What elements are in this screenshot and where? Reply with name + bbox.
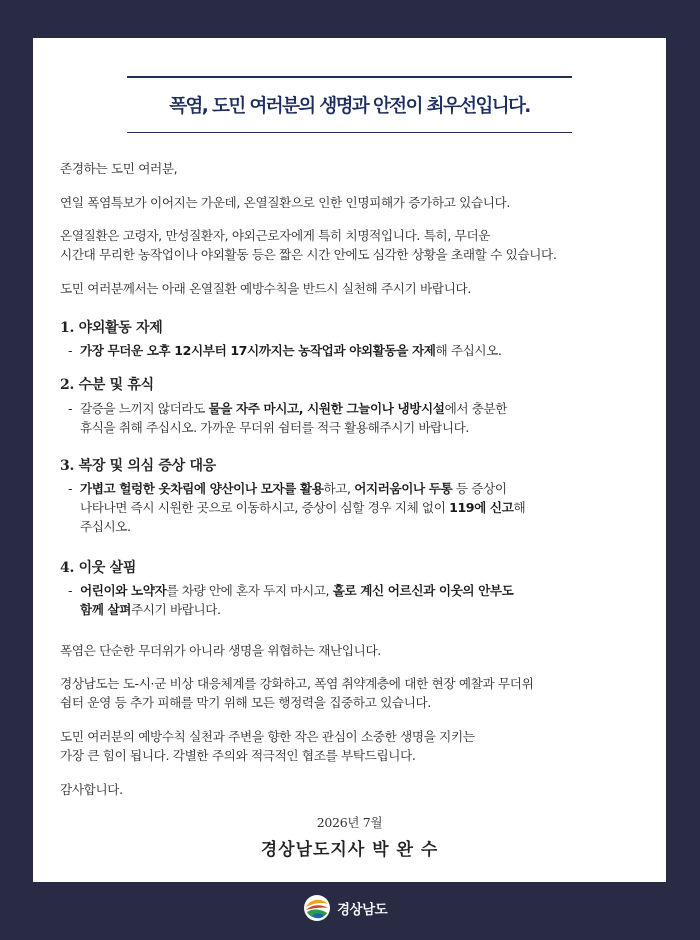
section-1-item: - 가장 무더운 오후 12시부터 17시까지는 농작업과 야외활동을 자제해 주십시오. <box>68 343 502 358</box>
section-2-heading: 2. 수분 및 휴식 <box>60 377 154 393</box>
footer-logo-text: 경상남도 <box>337 902 388 918</box>
greeting: 존경하는 도민 여러분, <box>60 161 178 176</box>
section-1-bold: 가장 무더운 오후 12시부터 17시까지는 농작업과 야외활동을 자제 <box>80 343 436 358</box>
section-1-text: 해 주십시오. <box>435 343 502 358</box>
section-1-heading: 1. 야외활동 자제 <box>60 320 163 336</box>
closing-paragraph-3: 도민 여러분의 예방수칙 실천과 주변을 향한 작은 관심이 소중한 생명을 지키는 가장 큰 힘이 됩니다. 각별한 주의와 적극적인 협조를 부탁드립니다. <box>60 729 475 763</box>
title-box <box>127 76 572 133</box>
page-title: 폭염, 도민 여러분의 생명과 안전이 최우선입니다. <box>169 96 530 117</box>
governor-signature: 경상남도지사 박 완 수 <box>260 840 439 860</box>
letter-date: 2026년 7월 <box>316 815 383 830</box>
intro-paragraph-2 <box>60 226 660 264</box>
closing-paragraph-1: 폭염은 단순한 무더위가 아니라 생명을 위협하는 재난입니다. <box>60 643 381 658</box>
intro-paragraph-1: 연일 폭염특보가 이어지는 가운데, 온열질환으로 인한 인명피해가 증가하고 있습니다. <box>60 195 511 210</box>
intro-paragraph-2-line-1: 온열질환은 고령자, 만성질환자, 야외근로자에게 특히 치명적입니다. 특히, 무더운 <box>60 228 491 243</box>
footer-logo <box>303 894 387 922</box>
thanks-text: 감사합니다. <box>60 782 123 797</box>
section-4-item: - 어린이와 노약자를 차량 안에 혼자 두지 마시고, 홀로 계신 어르신과 이웃의 안부도 함께 살펴주시기 바랍니다. <box>68 583 514 617</box>
intro-paragraph-2-line-2: 시간대 무리한 농작업이나 야외활동 등은 짧은 시간 안에도 심각한 상황을 초래할 수 있습니다. <box>60 247 557 262</box>
closing-paragraph-2: 경상남도는 도-시·군 비상 대응체계를 강화하고, 폭염 취약계층에 대한 현장 예찰과 무더위 쉼터 운영 등 추가 피해를 막기 위해 모든 행정력을 집중하고 있습니다. <box>60 676 534 710</box>
section-2-item: - 갈증을 느끼지 않더라도 물을 자주 마시고, 시원한 그늘이나 냉방시설에서 충분한 휴식을 취해 주십시오. 가까운 무더위 쉼터를 적극 활용해주시기 바랍니다. <box>68 401 507 435</box>
section-4-heading: 4. 이웃 살핌 <box>60 560 137 576</box>
intro-paragraph-3: 도민 여러분께서는 아래 온열질환 예방수칙을 반드시 실천해 주시기 바랍니다. <box>60 281 471 296</box>
letter-paper <box>33 38 666 882</box>
gyeongnam-logo-icon <box>303 894 331 922</box>
section-3-heading: 3. 복장 및 의심 증상 대응 <box>60 458 216 474</box>
section-3-item: - 가볍고 헐렁한 옷차림에 양산이나 모자를 활용하고, 어지러움이나 두통 등 증상이 나타나면 즉시 시원한 곳으로 이동하시고, 증상이 심할 경우 지체 없이 119에 신고해 주십시오. <box>68 481 526 534</box>
